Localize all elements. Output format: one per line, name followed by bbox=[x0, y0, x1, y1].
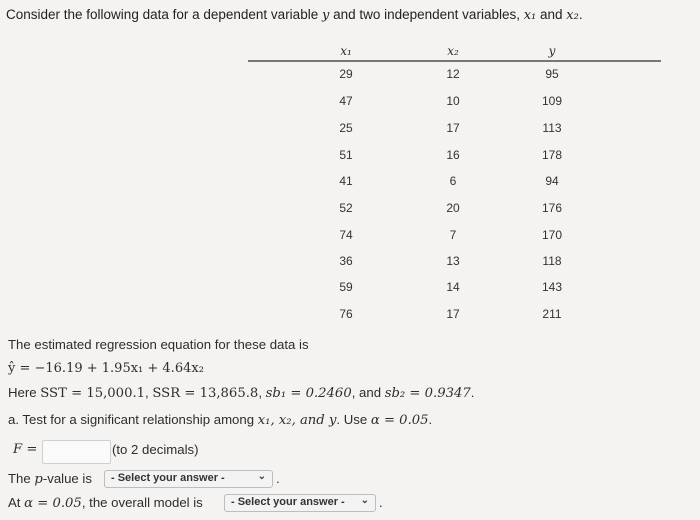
table-cell: 14 bbox=[446, 280, 460, 294]
table-header-rule bbox=[248, 60, 661, 62]
part-a-mid: . Use bbox=[336, 412, 371, 427]
period: . bbox=[428, 412, 433, 427]
var-y: y bbox=[321, 8, 330, 23]
table-cell: 7 bbox=[449, 228, 457, 242]
table-cell: 109 bbox=[541, 94, 563, 108]
f-label: F = bbox=[13, 442, 38, 457]
header-y: y bbox=[548, 44, 556, 58]
pvalue-text-2: -value is bbox=[42, 471, 92, 486]
comma: , bbox=[145, 385, 153, 400]
f-value-input[interactable] bbox=[42, 440, 111, 464]
table-cell: 74 bbox=[339, 228, 353, 242]
table-cell: 51 bbox=[339, 148, 353, 162]
pvalue-text: The bbox=[8, 471, 35, 486]
header-x1: x₁ bbox=[340, 44, 352, 58]
table-cell: 16 bbox=[446, 148, 460, 162]
model-select[interactable] bbox=[224, 494, 376, 512]
p-symbol: p bbox=[34, 472, 43, 487]
table-cell: 113 bbox=[542, 121, 562, 135]
table-cell: 118 bbox=[542, 254, 562, 268]
intro-text-1: Consider the following data for a dependent variable bbox=[6, 7, 322, 22]
period: . bbox=[379, 495, 383, 510]
table-cell: 47 bbox=[339, 94, 353, 108]
table-cell: 13 bbox=[446, 254, 460, 268]
table-cell: 20 bbox=[446, 201, 460, 215]
at-text-2: , the overall model is bbox=[81, 495, 203, 510]
question-intro bbox=[6, 7, 583, 23]
sb1-value: sb₁ = 0.2460 bbox=[265, 386, 352, 401]
table-cell: 76 bbox=[339, 307, 353, 321]
var-x1: x₁ bbox=[523, 8, 537, 23]
table-cell: 17 bbox=[446, 307, 460, 321]
part-a-text: a. Test for a significant relationship among bbox=[8, 412, 258, 427]
table-cell: 41 bbox=[339, 174, 353, 188]
table-cell: 95 bbox=[545, 67, 559, 81]
alpha-value: α = 0.05 bbox=[24, 496, 82, 511]
alpha-value: α = 0.05 bbox=[370, 413, 429, 428]
period: . bbox=[276, 471, 280, 486]
f-hint: (to 2 decimals) bbox=[112, 442, 199, 457]
comma: , bbox=[258, 385, 266, 400]
table-cell: 94 bbox=[545, 174, 559, 188]
chevron-down-icon: ⌄ bbox=[360, 495, 369, 506]
at-text: At bbox=[8, 495, 25, 510]
pvalue-select[interactable] bbox=[104, 470, 273, 488]
and-text: , and bbox=[351, 385, 385, 400]
table-cell: 10 bbox=[446, 94, 460, 108]
ssr-value: SSR = 13,865.8 bbox=[152, 386, 259, 401]
estimated-text: The estimated regression equation for these data is bbox=[8, 337, 309, 352]
here-text: Here bbox=[8, 385, 41, 400]
var-x2: x₂ bbox=[566, 8, 579, 23]
table-cell: 52 bbox=[339, 201, 353, 215]
table-cell: 36 bbox=[339, 254, 353, 268]
regression-equation: ŷ = −16.19 + 1.95x₁ + 4.64x₂ bbox=[8, 361, 204, 376]
pvalue-select-value: - Select your answer - bbox=[111, 472, 225, 484]
part-a-line bbox=[8, 412, 432, 428]
model-select-value: - Select your answer - bbox=[231, 496, 345, 508]
pvalue-line bbox=[8, 471, 92, 487]
part-a-vars: x₁, x₂, and y bbox=[257, 413, 337, 428]
sst-value: SST = 15,000.1 bbox=[40, 386, 146, 401]
table-cell: 143 bbox=[541, 280, 563, 294]
table-cell: 59 bbox=[339, 280, 353, 294]
table-cell: 211 bbox=[542, 307, 562, 321]
intro-text-2: and two independent variables, bbox=[329, 7, 524, 22]
chevron-down-icon: ⌄ bbox=[257, 471, 266, 482]
table-cell: 25 bbox=[339, 121, 353, 135]
conclusion-line bbox=[8, 495, 203, 511]
table-cell: 6 bbox=[449, 174, 457, 188]
table-cell: 170 bbox=[541, 228, 563, 242]
table-cell: 178 bbox=[541, 148, 563, 162]
header-x2: x₂ bbox=[447, 44, 459, 58]
sums-line bbox=[8, 385, 474, 401]
sb2-value: sb₂ = 0.9347 bbox=[384, 386, 471, 401]
table-cell: 176 bbox=[541, 201, 563, 215]
table-cell: 17 bbox=[446, 121, 460, 135]
table-cell: 12 bbox=[446, 67, 460, 81]
intro-text-4: . bbox=[578, 7, 583, 22]
period: . bbox=[470, 385, 475, 400]
intro-text-3: and bbox=[536, 7, 567, 22]
table-cell: 29 bbox=[339, 67, 353, 81]
